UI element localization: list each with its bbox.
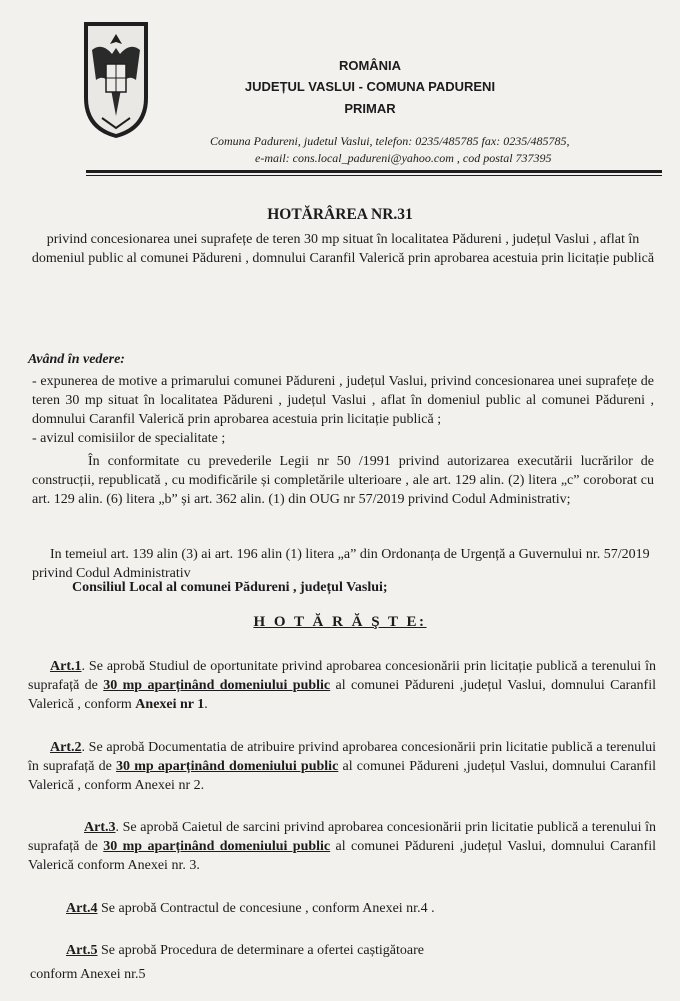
article-2-text-b: 30 mp aparținând domeniului public	[116, 759, 339, 774]
article-1-text-a: . Se aprobă Studiul de oportunitate privind aprobarea concesionării prin licitație publică a terenului în suprafață de	[28, 659, 656, 693]
header-country: ROMÂNIA	[338, 58, 402, 73]
article-2-text-c: al comunei Pădureni ,județul Vaslui, domnului Caranfil Valerică , conform Anexei nr 2.	[28, 759, 656, 793]
decision-title: HOTĂRÂREA NR.31	[267, 206, 413, 223]
preamble-bullet-1: - expunerea de motive a primarului comunei Pădureni , județul Vaslui, privind concesionarea unei suprafețe de teren 30 mp situat în localitatea Pădureni , județul Vaslui , aflat în domeniul public al comunei Pădureni , domnului Caranfil Valerică prin aprobarea acestuia prin licitație publică ;	[32, 374, 654, 427]
article-1-text-e: .	[204, 697, 208, 712]
preamble-heading: Având în vedere:	[28, 352, 125, 367]
article-5-text: Se aprobă Procedura de determinare a ofertei caștigătoare	[97, 943, 424, 958]
preamble-legal-basis: În conformitate cu prevederile Legii nr 50 /1991 privind autorizarea executării lucrărilor de construcții, republicată , cu modificările și completările ulterioare , ale art. 129 alin. (2) litera „c” coroborat cu art. 129 alin. (6) litera „b” și art. 362 alin. (1) din OUG nr 57/2019 privind Codul Administrativ;	[32, 454, 654, 507]
article-1	[28, 657, 656, 714]
article-1-text-b: 30 mp aparținând domeniului public	[103, 678, 331, 693]
decision-heading: H O T Ă R Ă Ş T E:	[253, 614, 427, 630]
article-5	[66, 941, 666, 960]
article-3-text-c: al comunei Pădureni ,județul Vaslui, domnului Caranfil Valerică conform Anexei nr. 3.	[28, 839, 656, 873]
header-county: JUDEȚUL VASLUI - COMUNA PADURENI	[244, 79, 496, 94]
header-role: PRIMAR	[344, 101, 396, 116]
article-3-text-a: . Se aprobă Caietul de sarcini privind aprobarea concesionării prin licitatie publică a terenului în suprafață de	[28, 820, 656, 854]
article-3-label: Art.3	[84, 820, 116, 835]
article-2	[28, 738, 656, 795]
article-1-label: Art.1	[50, 659, 82, 674]
decision-subtitle: privind concesionarea unei suprafețe de teren 30 mp situat în localitatea Pădureni , județul Vaslui , aflat în domeniul public al comunei Pădureni , domnului Caranfil Valerică prin aprobarea acestuia prin licitație publică	[31, 232, 655, 266]
article-4-label: Art.4	[66, 901, 98, 916]
article-4-text: Se aprobă Contractul de concesiune , conform Anexei nr.4 .	[97, 901, 435, 916]
article-5-label: Art.5	[66, 943, 98, 958]
preamble-bullet-2: - avizul comisiilor de specialitate ;	[32, 431, 226, 446]
article-1-text-c: al comunei Pădureni ,județul Vaslui, domnului Caranfil Valerică , conform	[28, 678, 656, 712]
header-contact-line1: Comuna Padureni, judetul Vaslui, telefon: 0235/485785 fax: 0235/485785,	[210, 134, 570, 148]
article-2-label: Art.2	[50, 740, 82, 755]
preamble-legal-grounds: In temeiul art. 139 alin (3) ai art. 196 alin (1) litera „a” din Ordonanța de Urgență a Guvernului nr. 57/2019 privind Codul Administrativ	[32, 547, 650, 581]
article-2-text-a: . Se aprobă Documentatia de atribuire privind aprobarea concesionării prin licitatie publică a terenului în suprafață de	[28, 740, 656, 774]
header-rule-thin	[86, 175, 662, 176]
header-contact-line2: e-mail: cons.local_padureni@yahoo.com , cod postal 737395	[255, 151, 552, 165]
header-rule-thick	[86, 170, 662, 173]
article-3	[28, 818, 656, 875]
article-4	[66, 899, 666, 918]
article-5-continuation: conform Anexei nr.5	[30, 967, 146, 982]
article-3-text-b: 30 mp aparținând domeniului public	[103, 839, 331, 854]
preamble-council: Consiliul Local al comunei Pădureni , județul Vaslui;	[72, 580, 388, 595]
article-1-text-d: Anexei nr 1	[135, 697, 205, 712]
